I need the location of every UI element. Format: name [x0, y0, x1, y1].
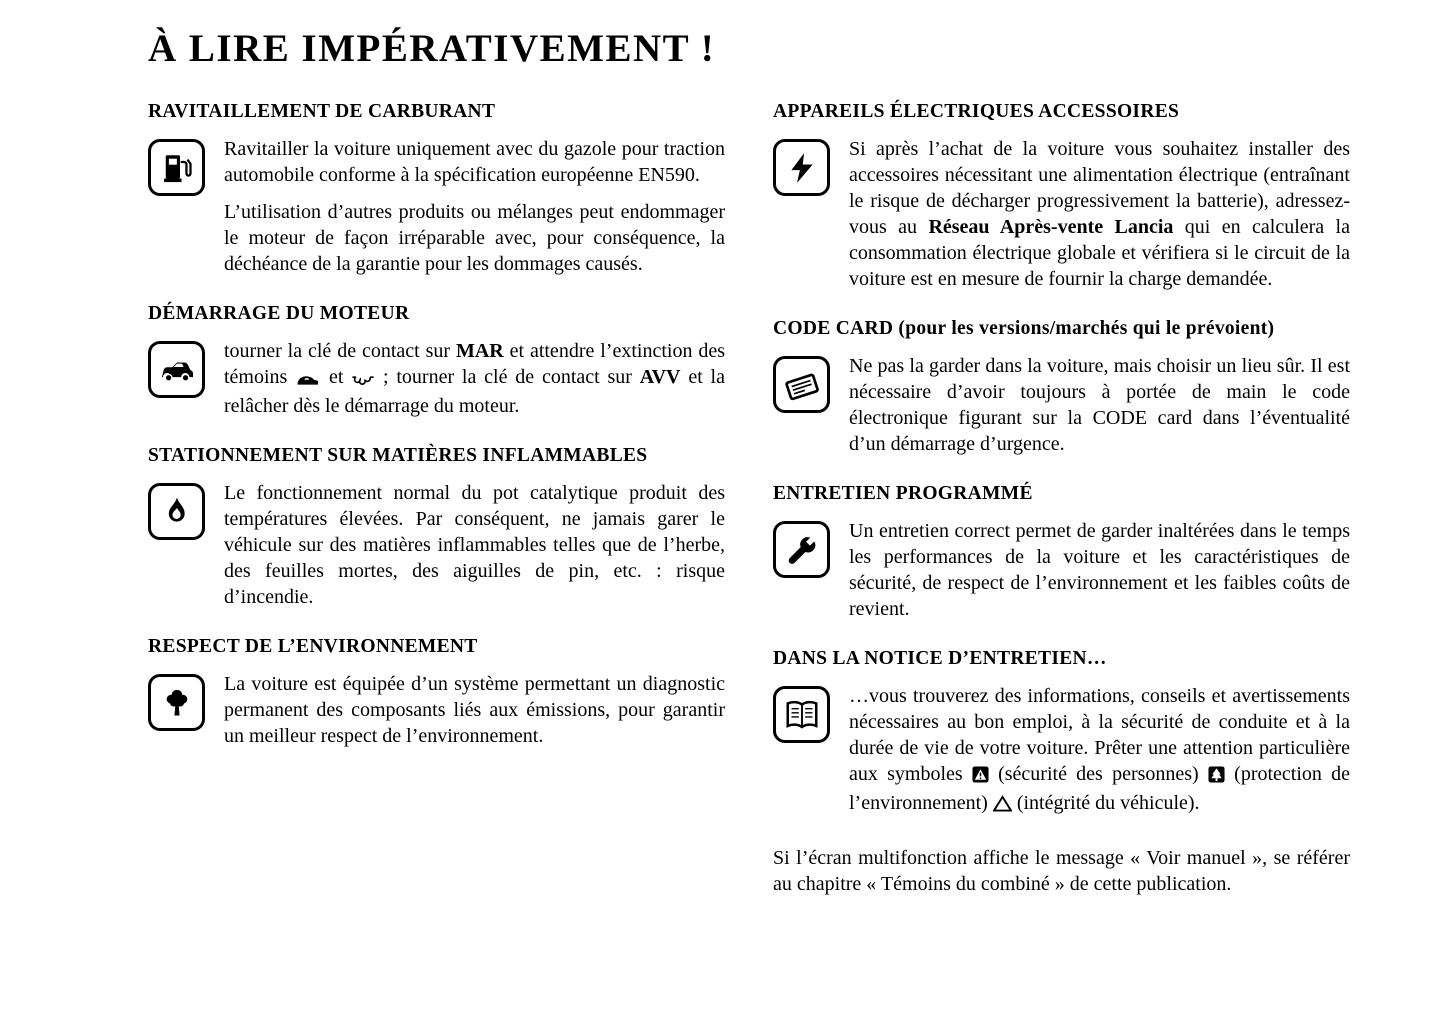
fuel-pump-icon	[148, 139, 205, 196]
text-run: (protection de l’environnement)	[849, 763, 1351, 814]
text-run: et	[321, 366, 352, 388]
paragraph: Ne pas la garder dans la voiture, mais choisir un lieu sûr. Il est nécessaire d’avoir toujours à portée de main le code électronique figurant sur la CODE card dans l’éventualité d’un démarrage d’urgence.	[849, 355, 1350, 455]
left-column	[148, 101, 725, 775]
code-warning-light-icon	[295, 369, 321, 391]
open-book-icon	[773, 686, 830, 743]
text-run: (sécurité des personnes)	[988, 763, 1208, 785]
person-safety-symbol-icon	[972, 766, 989, 788]
section-environment	[148, 636, 725, 749]
text-run: et attendre l’extinction des témoins	[224, 340, 726, 388]
text-run: et la relâcher dès le démarrage du moteur.	[224, 366, 725, 417]
bold-lancia-network: Réseau Après-vente Lancia	[928, 216, 1174, 238]
car-icon	[148, 341, 205, 398]
text-run: qui en calculera la consommation électrique globale et vérifiera si le circuit de la voiture est en mesure de fournir la charge demandée.	[849, 216, 1350, 290]
vehicle-integrity-symbol-icon	[993, 795, 1012, 817]
section-flammable-parking	[148, 445, 725, 610]
section-code-card	[773, 318, 1350, 457]
heading-main: CODE CARD	[773, 318, 899, 339]
text-run: Si après l’achat de la voiture vous souhaitez installer des accessoires nécessitant une alimentation électrique (entraînant le risque de décharger progressivement la batterie), adressez-vous au	[849, 138, 1350, 238]
text-run: tourner la clé de contact sur	[224, 340, 456, 362]
section-engine-start	[148, 303, 725, 419]
bold-key-position-avv: AVV	[639, 366, 681, 388]
section-heading: APPAREILS ÉLECTRIQUES ACCESSOIRES	[773, 101, 1180, 122]
page-title: À LIRE IMPÉRATIVEMENT !	[148, 27, 716, 70]
section-fuel	[148, 101, 725, 277]
section-heading: DÉMARRAGE DU MOTEUR	[148, 303, 410, 324]
footer-note: Si l’écran multifonction affiche le message « Voir manuel », se référer au chapitre « Témoins du combiné » de cette publication.	[773, 847, 1350, 895]
section-electric-accessories	[773, 101, 1350, 292]
heading-parenthetical: (pour les versions/marchés qui le prévoient)	[898, 318, 1275, 339]
section-heading: DANS LA NOTICE D’ENTRETIEN…	[773, 648, 1107, 669]
bold-key-position-mar: MAR	[455, 340, 504, 362]
text-run: …vous trouverez des informations, conseils et avertissements nécessaires au bon emploi, à la sécurité de conduite et à la durée de vie de votre voiture. Prêter une attention particulière aux symboles	[849, 685, 1350, 785]
paragraph: Ravitailler la voiture uniquement avec du gazole pour traction automobile conforme à la spécification européenne EN590.	[224, 138, 725, 186]
section-owner-handbook	[773, 648, 1350, 819]
flame-icon	[148, 483, 205, 540]
paragraph: L’utilisation d’autres produits ou mélanges peut endommager le moteur de façon irréparable avec, pour conséquence, la déchéance de la garantie pour les dommages causés.	[224, 201, 725, 275]
section-heading: RESPECT DE L’ENVIRONNEMENT	[148, 636, 478, 657]
paragraph: Un entretien correct permet de garder inaltérées dans le temps les performances de la voiture et les caractéristiques de sécurité, de respect de l’environnement et les faibles coûts de revient.	[849, 520, 1350, 620]
paragraph	[224, 338, 725, 419]
two-column-layout	[148, 101, 1350, 897]
section-heading: STATIONNEMENT SUR MATIÈRES INFLAMMABLES	[148, 445, 648, 466]
section-heading: RAVITAILLEMENT DE CARBURANT	[148, 101, 496, 122]
section-scheduled-maintenance	[773, 483, 1350, 622]
tree-icon	[148, 674, 205, 731]
text-run: (intégrité du véhicule).	[1011, 792, 1200, 814]
code-card-icon	[773, 356, 830, 413]
paragraph: La voiture est équipée d’un système permettant un diagnostic permanent des composants liés aux émissions, pour garantir un meilleur respect de l’environnement.	[224, 673, 725, 747]
paragraph: Le fonctionnement normal du pot catalytique produit des températures élevées. Par conséquent, ne jamais garer le véhicule sur des matières inflammables telles que de l’herbe, des feuilles mortes, des aiguilles de pin, etc. : risque d’incendie.	[224, 482, 725, 608]
text-run: ; tourner la clé de contact sur	[375, 366, 640, 388]
lightning-bolt-icon	[773, 139, 830, 196]
paragraph	[849, 683, 1350, 819]
right-column	[773, 101, 1350, 897]
environment-protection-symbol-icon	[1208, 766, 1225, 788]
section-heading	[773, 318, 1350, 340]
paragraph	[849, 136, 1350, 292]
wrench-icon	[773, 521, 830, 578]
section-heading: ENTRETIEN PROGRAMMÉ	[773, 483, 1033, 504]
glow-plug-warning-light-icon	[351, 369, 375, 391]
